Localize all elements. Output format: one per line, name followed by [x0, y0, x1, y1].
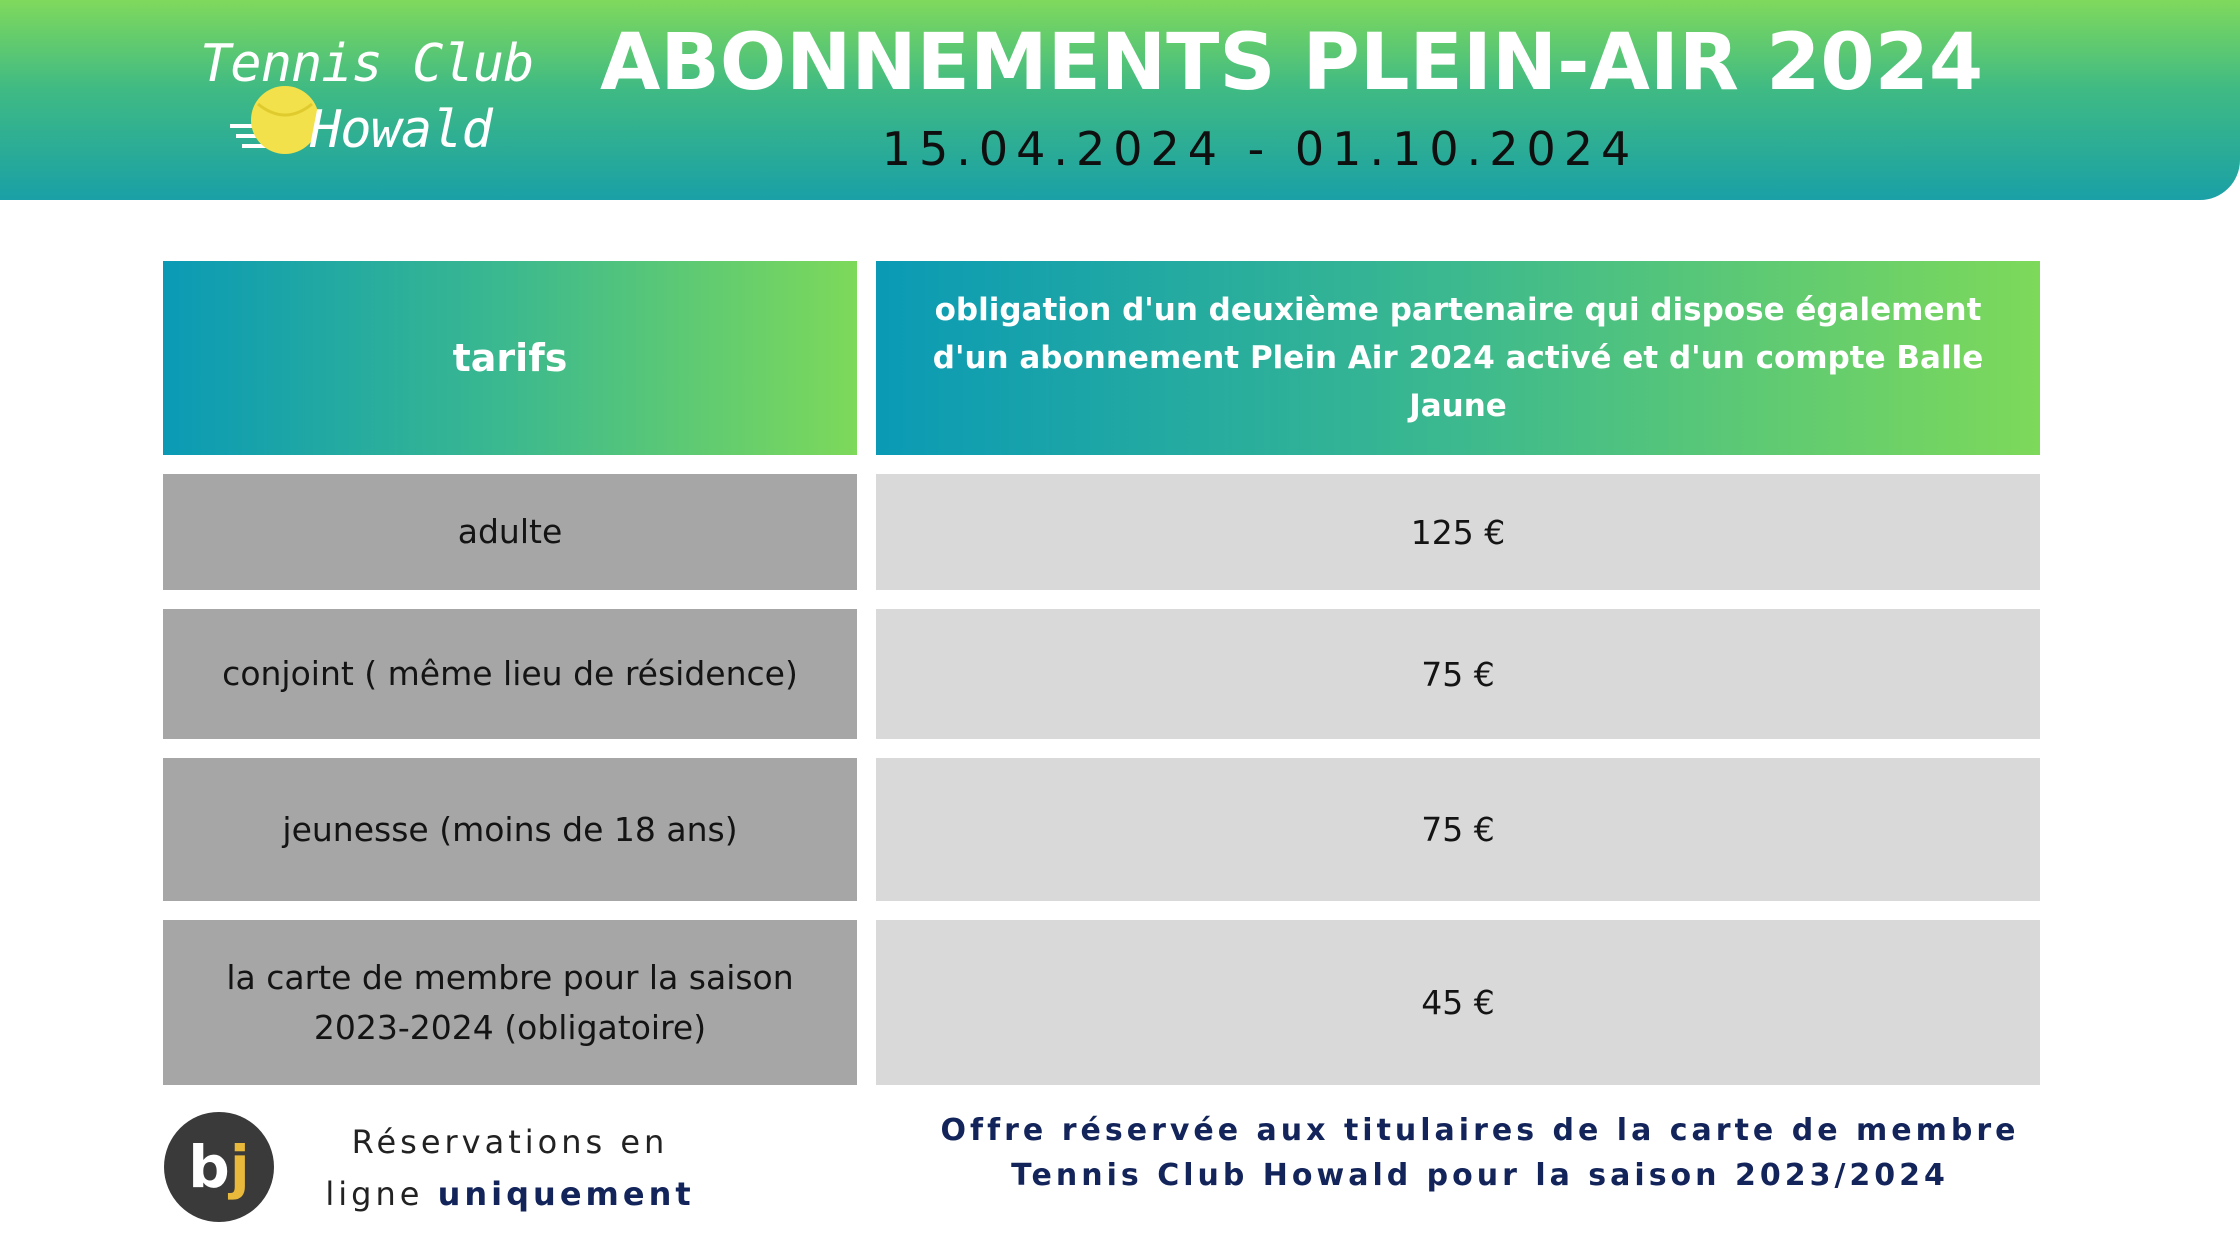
reservation-note: [320, 1116, 700, 1220]
row-price-carte-membre: 45 €: [876, 920, 2040, 1085]
reservation-emphasis: uniquement: [437, 1175, 695, 1213]
row-label-adulte: adulte: [163, 474, 857, 590]
logo-text-line2: Howald: [310, 100, 492, 160]
offer-note: Offre réservée aux titulaires de la carte de membre Tennis Club Howald pour la saison 2023/2024: [940, 1113, 2020, 1193]
badge-letter-j: j: [229, 1133, 250, 1201]
logo-text-line1: Tennis Club: [200, 34, 534, 94]
row-label-jeunesse: jeunesse (moins de 18 ans): [163, 758, 857, 901]
column-header-tarifs: tarifs: [163, 261, 857, 455]
header-banner: [0, 0, 2240, 200]
row-price-conjoint: 75 €: [876, 609, 2040, 739]
row-label-conjoint: conjoint ( même lieu de résidence): [163, 609, 857, 739]
reservation-text: Réservations en ligne: [325, 1123, 669, 1213]
badge-letter-b: b: [188, 1133, 230, 1201]
column-header-condition: obligation d'un deuxième partenaire qui dispose également d'un abonnement Plein Air 2024 activé et d'un compte Balle Jaune: [876, 261, 2040, 455]
row-label-carte-membre: la carte de membre pour la saison 2023-2024 (obligatoire): [163, 920, 857, 1085]
balle-jaune-logo-icon: [164, 1112, 274, 1222]
club-logo: [190, 30, 534, 170]
page-title: ABONNEMENTS PLEIN-AIR 2024: [600, 18, 1984, 108]
row-price-jeunesse: 75 €: [876, 758, 2040, 901]
season-dates: 15.04.2024 - 01.10.2024: [881, 122, 1639, 176]
row-price-adulte: 125 €: [876, 474, 2040, 590]
